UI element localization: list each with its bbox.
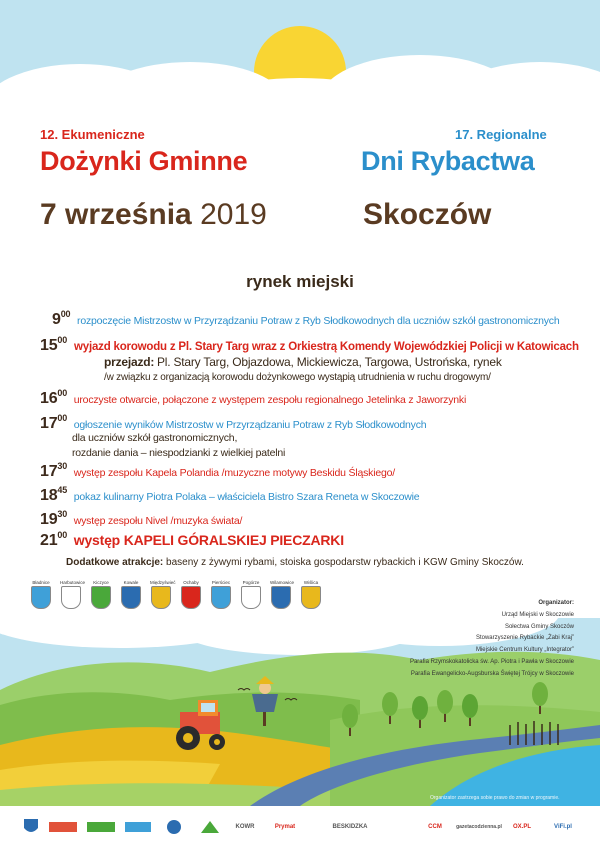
program-time: $15^{00}$ [40,335,68,354]
crest-miedzyswiec: Międzyświeć [150,580,172,609]
sponsor-logo-2 [48,816,78,838]
sponsor-logo-vifi: ViFi.pl [554,824,572,830]
crest-ochaby: Ochaby [180,580,202,609]
program-item-17 [40,413,426,433]
program-text-line2: dla uczniów szkół gastronomicznych, [72,432,238,444]
program-time: $18^{45}$ [40,485,68,504]
route-text: Pl. Stary Targ, Objazdowa, Mickiewicza, Targowa, Ustrońska, rynek [156,355,502,369]
program-item-21 [40,530,344,550]
sponsor-logo-oxpl: OX.PL [512,824,531,830]
program-item-17-30 [40,461,395,481]
program-time: $19^{30}$ [40,509,68,528]
extras-label: Dodatkowe atrakcje: [66,557,164,568]
organizers-title: Organizator: [538,600,574,606]
sponsor-logo-4 [124,816,152,838]
crest-pierściec: Pierściec [210,580,232,609]
route-note: /w związku z organizacją korowodu dożynkowego wystąpią utrudnienia w ruchu drogowym/ [104,372,491,383]
sponsor-logo-6 [196,816,224,838]
organizers-list [410,598,574,681]
event-date-day: 7 września [40,198,192,231]
crest-kiczyce: Kiczyce [90,580,112,609]
shield-icon [241,586,261,609]
dni-rybactwa-title: Dni Rybactwa [361,146,535,176]
shield-icon [271,586,291,609]
program-text: występ KAPELI GÓRALSKIEJ PIECZARKI [73,532,344,548]
sponsor-logo-prymat: Prymat [274,824,296,830]
program-note: /muzyczne motywy Beskidu Śląskiego/ [221,467,395,479]
sponsor-logo-ccm: CCM [428,824,442,830]
crest-kowale: Kowale [120,580,142,609]
organizer-item: Urząd Miejski w Skoczowie [501,611,574,618]
program-item-19-30 [40,509,242,529]
extras-text: baseny z żywymi rybami, stoiska gospodarstw rybackich i KGW Gminy Skoczów. [166,557,524,568]
sponsor-logo-1 [22,816,40,838]
shield-icon [31,586,51,609]
shield-icon [121,586,141,609]
sponsor-footer [0,806,600,849]
program-time: $9^{00}$ [52,309,71,328]
organizer-item: Parafia Rzymskokatolicka św. Ap. Piotra i Pawła w Skoczowie [409,658,574,665]
program-text: pokaz kulinarny Piotra Polaka – właściciela Bistro Szara Reneta w Skoczowie [73,491,420,503]
program-item-18-45 [40,485,419,505]
disclaimer: Organizator zastrzega sobie prawo do zmian w programie. [430,795,560,801]
crest-bladnice: Bładnice [30,580,52,609]
event-date-year: 2019 [200,198,267,231]
program-text: występ zespołu Nivel [73,515,168,527]
extra-attractions [66,557,524,568]
sponsor-logo-kowr: KOWR [235,824,255,830]
event-place: Skoczów [363,198,492,231]
program-text-line3: rozdanie dania – niespodzianki z wielkiej patelni [72,447,286,459]
shield-icon [181,586,201,609]
crest-wilamowice: Wilamowice [270,580,292,609]
crest-pogorze: Pogórze [240,580,262,609]
shield-icon [61,586,81,609]
organizer-item: Parafia Ewangelicko-Augsburska Świętej Trójcy w Skoczowie [410,670,574,677]
sponsor-logo-3 [86,816,116,838]
program-time: $21^{00}$ [40,530,68,549]
program-text: występ zespołu Kapela Polandia [73,467,219,479]
shield-icon [301,586,321,609]
program-text: ogłoszenie wyników Mistrzostw w Przyrządzaniu Potraw z Ryb Słodkowodnych [73,419,427,431]
sponsor-logo-5 [160,816,188,838]
program-item-9 [52,309,560,329]
program-text: rozpoczęcie Mistrzostw w Przyrządzaniu Potraw z Ryb Słodkowodnych dla uczniów szkół gastronomicznych [77,315,560,327]
program-time: $17^{30}$ [40,461,68,480]
crest-harbutowice: Harbutowice [60,580,82,609]
sponsor-logo-beskidzka: BESKIDZKA [332,824,368,830]
venue-label: rynek miejski [246,272,354,291]
dni-rybactwa-edition: 17. Regionalne [455,127,547,142]
shield-icon [151,586,171,609]
shield-icon [91,586,111,609]
program-time: $16^{00}$ [40,388,68,407]
dozynki-title: Dożynki Gminne [40,146,248,176]
program-time: $17^{00}$ [40,413,68,432]
sponsor-logo-gazeta: gazetacodzienna.pl [456,824,502,830]
route-label: przejazd: [104,355,155,369]
organizer-item: Stowarzyszenie Rybackie „Żabi Kraj” [475,635,574,642]
organizer-item: Sołectwa Gminy Skoczów [504,623,574,630]
parade-route [104,355,502,369]
crest-wislica: Wiślica [300,580,322,609]
program-item-16 [40,388,466,408]
program-text: uroczyste otwarcie, połączone z występem zespołu regionalnego Jetelinka z Jaworzynki [73,394,467,406]
dozynki-edition: 12. Ekumeniczne [40,127,145,142]
program-item-15 [40,335,579,355]
organizer-item: Miejskie Centrum Kultury „Integrator” [475,647,574,654]
program-text: wyjazd korowodu z Pl. Stary Targ wraz z Orkiestrą Komendy Wojewódzkiej Policji w Katowicach [74,341,579,353]
shield-icon [211,586,231,609]
event-date [40,198,267,232]
program-note: /muzyka świata/ [170,515,243,527]
